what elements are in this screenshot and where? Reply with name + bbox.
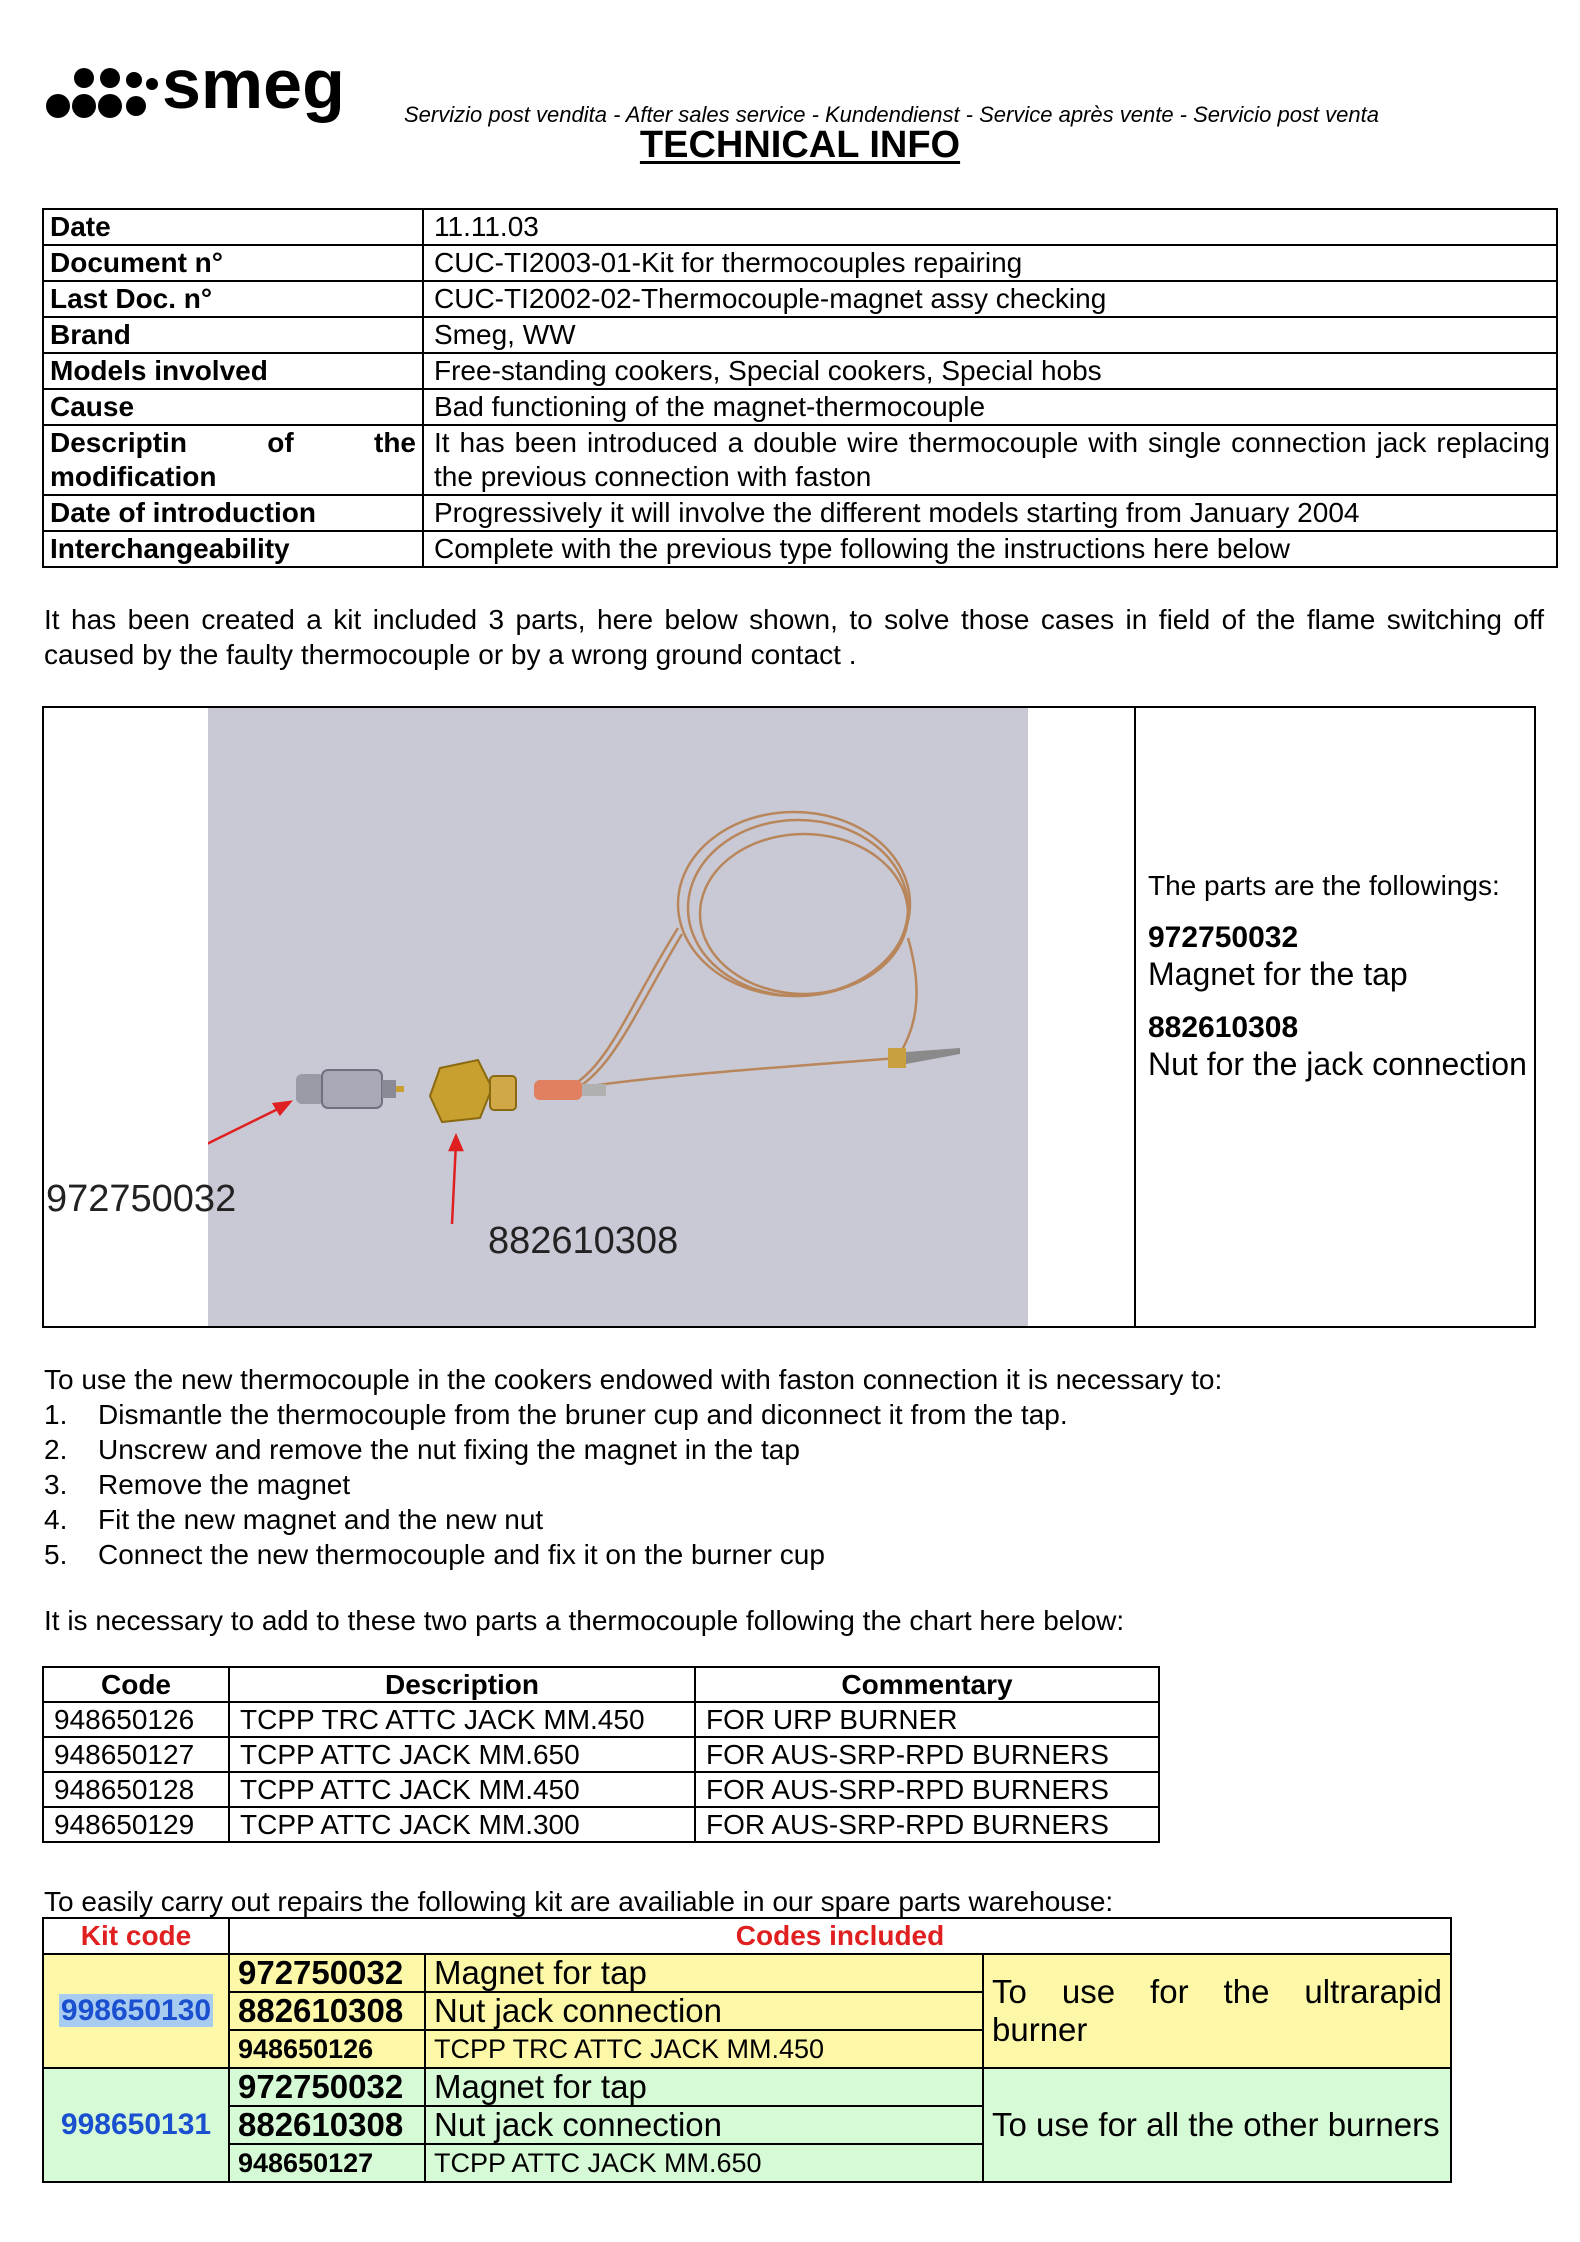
smeg-logo xyxy=(44,52,400,128)
kit-usage: To use for all the other burners xyxy=(983,2068,1451,2182)
included-description: Nut jack connection xyxy=(425,1992,983,2030)
info-value: Complete with the previous type following the instructions here below xyxy=(423,531,1557,567)
chart-intro: It is necessary to add to these two parts a thermocouple following the chart here below: xyxy=(44,1605,1125,1636)
parts-photo xyxy=(208,708,1028,1326)
kit-code: 998650131 xyxy=(43,2068,229,2182)
info-row-date xyxy=(43,209,1557,245)
info-table xyxy=(42,208,1558,568)
steps-list xyxy=(44,1397,1068,1572)
parts-intro: The parts are the followings: xyxy=(1148,870,1500,901)
list-item: 4. Fit the new magnet and the new nut xyxy=(44,1504,544,1535)
list-item: 1. Dismantle the thermocouple from the bruner cup and diconnect it from the tap. xyxy=(44,1399,1068,1430)
nut xyxy=(430,1060,492,1122)
magnet xyxy=(296,1074,324,1104)
column-header: Kit code xyxy=(43,1918,229,1954)
parts-photo-box xyxy=(42,706,1536,1328)
info-key: Cause xyxy=(43,389,423,425)
list-item: 3. Remove the magnet xyxy=(44,1469,351,1500)
info-value: 11.11.03 xyxy=(423,209,1557,245)
part-description: Nut for the jack connection xyxy=(1148,1046,1527,1082)
info-key: Models involved xyxy=(43,353,423,389)
list-item: 5. Connect the new thermocouple and fix it on the burner cup xyxy=(44,1539,825,1570)
table-row xyxy=(43,2068,1451,2106)
page-title: TECHNICAL INFO xyxy=(639,124,961,166)
info-key: Document n° xyxy=(43,245,423,281)
info-key: Date xyxy=(43,209,423,245)
info-row-brand xyxy=(43,317,1557,353)
column-header: Commentary xyxy=(695,1667,1159,1702)
brand-wordmark: smeg xyxy=(162,52,345,123)
part-code: 972750032 xyxy=(1148,921,1299,954)
column-header: Code xyxy=(43,1667,229,1702)
included-description: TCPP TRC ATTC JACK MM.450 xyxy=(425,2030,983,2068)
info-value: Free-standing cookers, Special cookers, Special hobs xyxy=(423,353,1557,389)
info-row-description xyxy=(43,425,1557,495)
info-row-interchange xyxy=(43,531,1557,567)
probe-tip xyxy=(906,1048,960,1064)
info-key: Brand xyxy=(43,317,423,353)
label-nut-code: 882610308 xyxy=(488,1220,679,1262)
info-value: It has been introduced a double wire thermocouple with single connection jack replacing the previous connection with faston xyxy=(423,425,1557,495)
info-key: Last Doc. n° xyxy=(43,281,423,317)
info-key: Descriptin of the modification xyxy=(43,425,423,495)
table-row: 948650128 TCPP ATTC JACK MM.450 FOR AUS-SRP-RPD BURNERS xyxy=(43,1772,1159,1807)
kit-intro: To easily carry out repairs the following kit are availiable in our spare parts warehouse: xyxy=(44,1886,1114,1917)
thermocouple-table xyxy=(42,1666,1160,1843)
info-row-last-doc xyxy=(43,281,1557,317)
included-code: 972750032 xyxy=(229,1954,425,1992)
part-code: 882610308 xyxy=(1148,1011,1299,1044)
label-magnet-code: 972750032 xyxy=(46,1178,237,1220)
info-row-date-intro xyxy=(43,495,1557,531)
table-row: 948650126 TCPP TRC ATTC JACK MM.450 FOR URP BURNER xyxy=(43,1702,1159,1737)
probe-fitting xyxy=(888,1048,906,1068)
info-value: Progressively it will involve the different models starting from January 2004 xyxy=(423,495,1557,531)
intro-paragraph: It has been created a kit included 3 parts, here below shown, to solve those cases in field of the flame switching off caused by the faulty thermocouple or by a wrong ground contact . xyxy=(44,604,1544,670)
info-row-models xyxy=(43,353,1557,389)
jack-connector xyxy=(534,1080,582,1100)
divider xyxy=(1134,708,1136,1326)
included-description: Magnet for tap xyxy=(425,1954,983,1992)
list-item: 2. Unscrew and remove the nut fixing the magnet in the tap xyxy=(44,1434,800,1465)
included-code: 948650126 xyxy=(229,2030,425,2068)
included-description: TCPP ATTC JACK MM.650 xyxy=(425,2144,983,2182)
steps-intro: To use the new thermocouple in the cookers endowed with faston connection it is necessary to: xyxy=(44,1364,1223,1395)
kit-usage: To use for the ultrarapid burner xyxy=(983,1954,1451,2068)
included-code: 972750032 xyxy=(229,2068,425,2106)
table-row: 948650127 TCPP ATTC JACK MM.650 FOR AUS-SRP-RPD BURNERS xyxy=(43,1737,1159,1772)
info-value: Smeg, WW xyxy=(423,317,1557,353)
info-key: Date of introduction xyxy=(43,495,423,531)
info-row-document xyxy=(43,245,1557,281)
included-code: 948650127 xyxy=(229,2144,425,2182)
info-value: Bad functioning of the magnet-thermocouple xyxy=(423,389,1557,425)
included-description: Magnet for tap xyxy=(425,2068,983,2106)
included-code: 882610308 xyxy=(229,2106,425,2144)
included-description: Nut jack connection xyxy=(425,2106,983,2144)
kit-code: 998650130 xyxy=(43,1954,229,2068)
included-code: 882610308 xyxy=(229,1992,425,2030)
info-key: Interchangeability xyxy=(43,531,423,567)
part-description: Magnet for the tap xyxy=(1148,956,1408,992)
parts-panel xyxy=(1148,868,1534,1100)
service-line: Servizio post vendita - After sales service - Kundendienst - Service après vente - Servicio post venta xyxy=(404,102,1379,127)
info-row-cause xyxy=(43,389,1557,425)
table-row: 948650129 TCPP ATTC JACK MM.300 FOR AUS-SRP-RPD BURNERS xyxy=(43,1807,1159,1842)
info-value: CUC-TI2003-01-Kit for thermocouples repairing xyxy=(423,245,1557,281)
info-value: CUC-TI2002-02-Thermocouple-magnet assy checking xyxy=(423,281,1557,317)
column-header: Description xyxy=(229,1667,695,1702)
kit-table xyxy=(42,1917,1452,2183)
table-row xyxy=(43,1954,1451,1992)
column-header: Codes included xyxy=(229,1918,1451,1954)
